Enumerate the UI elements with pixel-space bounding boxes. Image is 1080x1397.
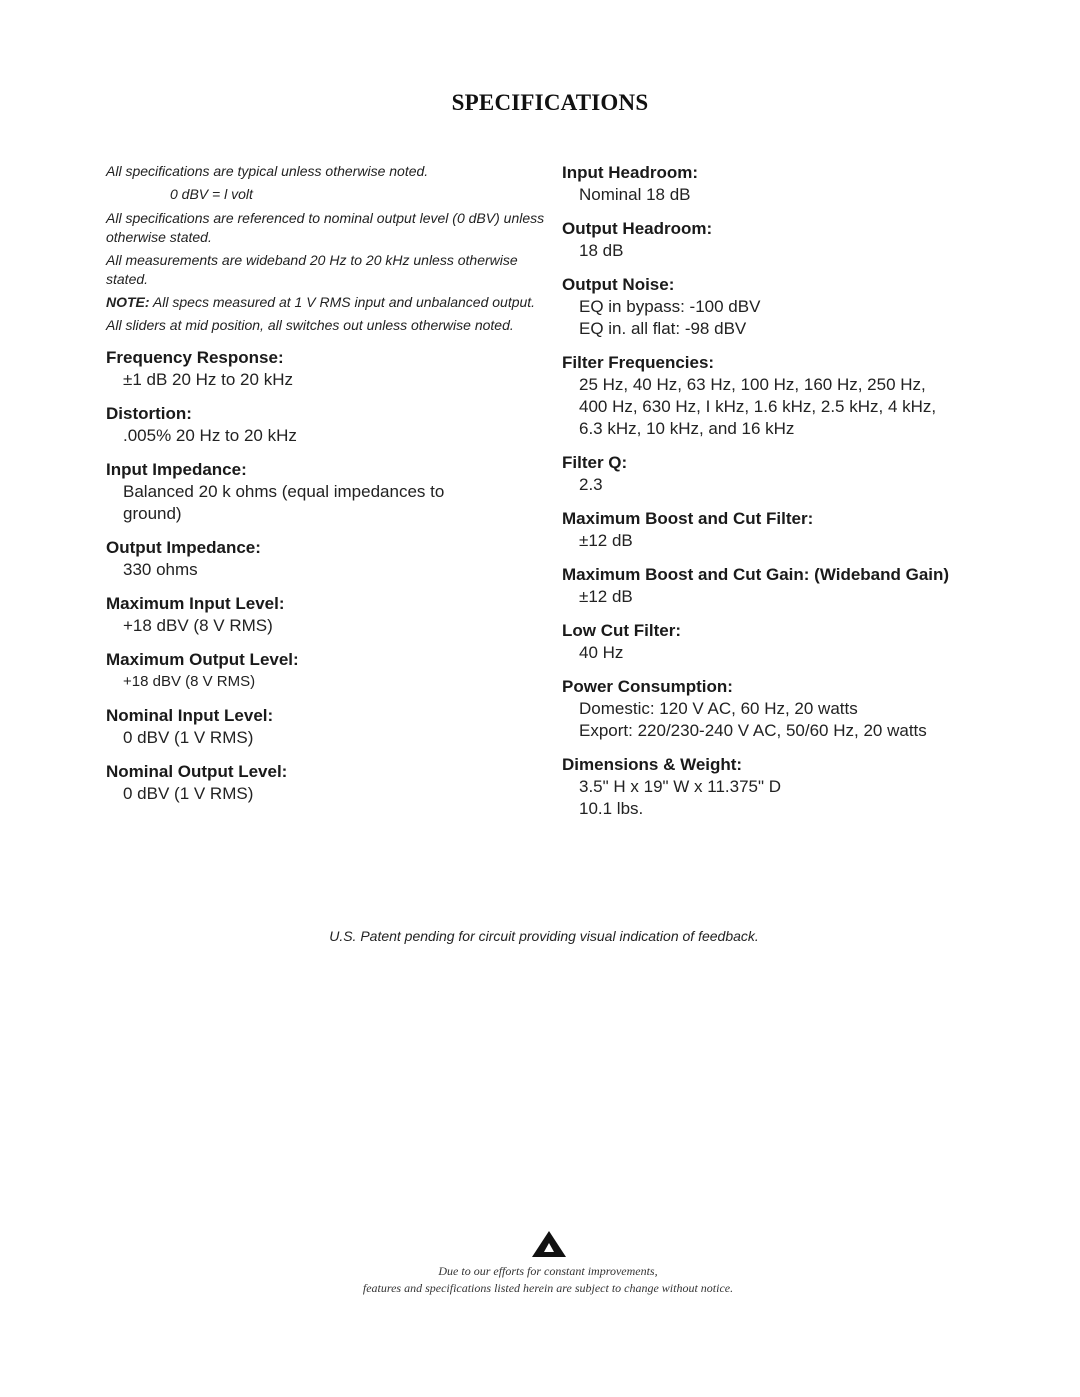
- left-column: [106, 162, 546, 805]
- spec-heading: Distortion:: [106, 404, 192, 423]
- spec-heading: Frequency Response:: [106, 348, 284, 367]
- disclaimer-line: features and specifications listed herein are subject to change without notice.: [362, 1281, 734, 1295]
- spec-filter-q: [562, 452, 1002, 496]
- spec-value: EQ in bypass: -100 dBV: [579, 297, 761, 316]
- spec-heading: Maximum Boost and Cut Gain: (Wideband Gain): [562, 565, 950, 584]
- spec-heading: Maximum Input Level:: [106, 594, 285, 613]
- disclaimer-line: Due to our efforts for constant improvements,: [438, 1264, 658, 1278]
- spec-value: 10.1 lbs.: [579, 799, 644, 818]
- spec-value: ±12 dB: [579, 587, 633, 606]
- spec-dimensions-weight: [562, 754, 1002, 820]
- spec-input-headroom: [562, 162, 1002, 206]
- spec-value: Domestic: 120 V AC, 60 Hz, 20 watts: [579, 699, 858, 718]
- spec-max-output-level: [106, 649, 546, 693]
- note-dbv-reference: 0 dBV = l volt: [170, 186, 253, 202]
- spec-distortion: [106, 403, 546, 447]
- spec-output-impedance: [106, 537, 546, 581]
- spec-value: ±1 dB 20 Hz to 20 kHz: [123, 370, 293, 389]
- spec-value: ±12 dB: [579, 531, 633, 550]
- page-title: SPECIFICATIONS: [451, 90, 649, 115]
- spec-value: +18 dBV (8 V RMS): [123, 673, 256, 690]
- spec-value: 25 Hz, 40 Hz, 63 Hz, 100 Hz, 160 Hz, 250 Hz,: [579, 375, 926, 394]
- spec-value: 6.3 kHz, 10 kHz, and 16 kHz: [579, 419, 795, 438]
- note-measurement: [106, 293, 546, 312]
- spec-heading: Output Headroom:: [562, 219, 713, 238]
- spec-power-consumption: [562, 676, 1002, 742]
- spec-value: 0 dBV (1 V RMS): [123, 784, 254, 803]
- spec-value: 0 dBV (1 V RMS): [123, 728, 254, 747]
- spec-heading: Nominal Input Level:: [106, 706, 274, 725]
- spec-value: EQ in. all flat: -98 dBV: [579, 319, 747, 338]
- spec-heading: Low Cut Filter:: [562, 621, 681, 640]
- note-label: NOTE:: [106, 294, 150, 310]
- disclaimer: [0, 1263, 1080, 1297]
- spec-value: 400 Hz, 630 Hz, I kHz, 1.6 kHz, 2.5 kHz, 4 kHz,: [579, 397, 937, 416]
- spec-frequency-response: [106, 347, 546, 391]
- spec-value: 18 dB: [579, 241, 624, 260]
- spec-nominal-output-level: [106, 761, 546, 805]
- note-wideband: All measurements are wideband 20 Hz to 20 kHz unless otherwise stated.: [106, 252, 518, 287]
- spec-value: 2.3: [579, 475, 603, 494]
- spec-max-boost-cut-filter: [562, 508, 1002, 552]
- spec-value: Nominal 18 dB: [579, 185, 691, 204]
- spec-heading: Output Noise:: [562, 275, 675, 294]
- spec-heading: Input Impedance:: [106, 460, 247, 479]
- spec-heading: Filter Frequencies:: [562, 353, 715, 372]
- spec-value: .005% 20 Hz to 20 kHz: [123, 426, 297, 445]
- spec-heading: Input Headroom:: [562, 163, 698, 182]
- spec-output-headroom: [562, 218, 1002, 262]
- spec-heading: Output Impedance:: [106, 538, 261, 557]
- spec-heading: Maximum Boost and Cut Filter:: [562, 509, 814, 528]
- spec-value: +18 dBV (8 V RMS): [123, 616, 273, 635]
- spec-value: Balanced 20 k ohms (equal impedances to: [123, 482, 445, 501]
- note-sliders: All sliders at mid position, all switches out unless otherwise noted.: [106, 317, 514, 333]
- spec-nominal-input-level: [106, 705, 546, 749]
- spec-value: 40 Hz: [579, 643, 624, 662]
- spec-heading: Nominal Output Level:: [106, 762, 288, 781]
- patent-notice: U.S. Patent pending for circuit providing visual indication of feedback.: [329, 928, 759, 944]
- spec-input-impedance: [106, 459, 546, 525]
- spec-value: Export: 220/230-240 V AC, 50/60 Hz, 20 watts: [579, 721, 927, 740]
- spec-filter-frequencies: [562, 352, 1002, 440]
- spec-value: 330 ohms: [123, 560, 198, 579]
- spec-output-noise: [562, 274, 1002, 340]
- spec-max-input-level: [106, 593, 546, 637]
- spec-heading: Power Consumption:: [562, 677, 733, 696]
- right-column: [562, 162, 1002, 820]
- spec-max-boost-cut-gain: [562, 564, 1002, 608]
- note-measurement-text: All specs measured at 1 V RMS input and unbalanced output.: [149, 294, 536, 310]
- note-nominal-reference: All specifications are referenced to nominal output level (0 dBV) unless otherwise stated.: [106, 210, 545, 245]
- spec-heading: Dimensions & Weight:: [562, 755, 743, 774]
- spec-heading: Maximum Output Level:: [106, 650, 299, 669]
- spec-value: 3.5" H x 19" W x 11.375" D: [579, 777, 782, 796]
- spec-low-cut-filter: [562, 620, 1002, 664]
- spec-value: ground): [123, 504, 182, 523]
- spec-heading: Filter Q:: [562, 453, 628, 472]
- note-typical: All specifications are typical unless otherwise noted.: [106, 163, 429, 179]
- triangle-logo-icon: [531, 1230, 567, 1258]
